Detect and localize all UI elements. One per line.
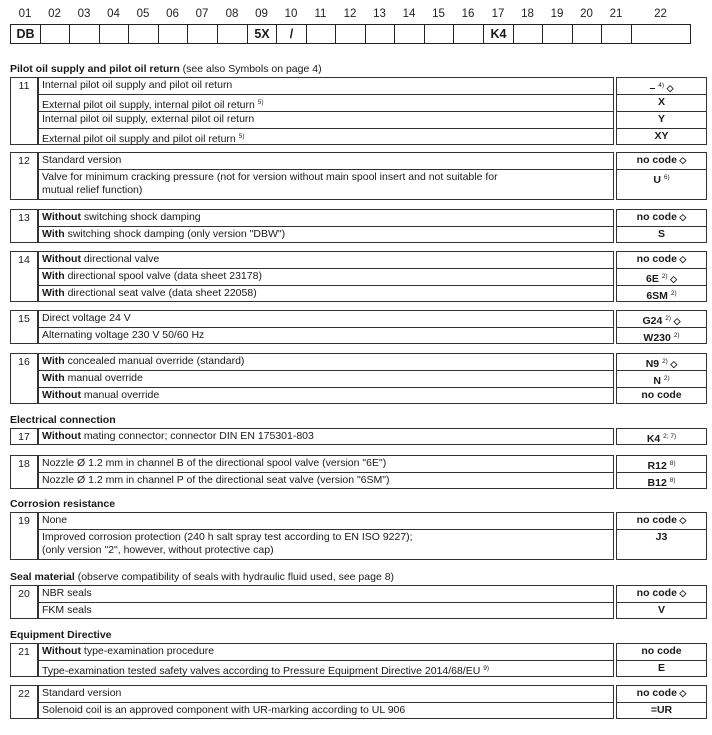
option-group-13: [10, 209, 707, 243]
group-number: 17: [10, 428, 38, 445]
code-value: J3: [655, 531, 668, 543]
column-number: 20: [580, 8, 593, 20]
option-text: directional valve: [80, 253, 160, 265]
option-text-line2: (only version "2", however, without protective cap): [42, 544, 274, 556]
option-text: mating connector; connector DIN EN 175301-803: [80, 430, 314, 442]
column-number: 22: [654, 8, 667, 20]
footnote-ref: 6): [663, 174, 670, 181]
option-group-18: [10, 455, 707, 489]
code-box: [631, 24, 691, 44]
footnote-ref: 8): [669, 460, 676, 467]
option-text: Type-examination tested safety valves according to Pressure Equipment Directive 2014/68/EU: [42, 665, 481, 677]
option-text-line2: mutual relief function): [42, 184, 143, 196]
code-value: no code: [636, 587, 677, 599]
option-description: [38, 77, 614, 95]
section-title-electrical: Electrical connection: [10, 414, 116, 426]
option-text: Solenoid coil is an approved component with UR-marking according to UL 906: [42, 704, 406, 716]
option-keyword: Without: [42, 430, 81, 442]
option-group-22: [10, 685, 707, 719]
option-group-21: [10, 643, 707, 677]
code-box: [513, 24, 543, 44]
option-text: concealed manual override (standard): [64, 355, 245, 367]
option-code: [616, 77, 707, 95]
column-number: 08: [225, 8, 239, 20]
option-code: [616, 268, 707, 286]
option-description: [38, 370, 614, 388]
group-number: 22: [10, 685, 38, 719]
footnote-ref: 2): [662, 358, 668, 365]
option-code: [616, 428, 707, 445]
option-code: [616, 327, 707, 344]
code-value: no code: [636, 514, 677, 526]
option-description: [38, 128, 614, 145]
column-number: 21: [609, 8, 623, 20]
group-number: 18: [10, 455, 38, 489]
code-box: DB: [10, 24, 41, 44]
column-number: 12: [343, 8, 357, 20]
code-value: XY: [654, 130, 669, 142]
option-description: [38, 111, 614, 129]
option-code: [616, 643, 707, 661]
footnote-ref: 8): [669, 477, 676, 484]
preferred-diamond-icon: ◇: [667, 359, 678, 369]
option-keyword: With: [42, 372, 65, 384]
option-description: [38, 152, 614, 170]
group-number: 12: [10, 152, 38, 200]
option-text: Direct voltage 24 V: [42, 312, 131, 324]
option-text: External pilot oil supply and pilot oil return: [42, 133, 236, 145]
option-keyword: Without: [42, 211, 81, 223]
option-code: [616, 602, 707, 619]
section-title-corrosion: Corrosion resistance: [10, 498, 116, 510]
code-value: –: [649, 82, 659, 94]
code-box: [69, 24, 100, 44]
option-code: [616, 455, 707, 473]
option-group-20: [10, 585, 707, 619]
footnote-ref: 2): [665, 315, 672, 322]
option-text: type-examination procedure: [80, 645, 215, 657]
footnote-ref: 2): [661, 273, 668, 280]
column-number: 10: [284, 8, 298, 20]
option-keyword: Without: [42, 389, 81, 401]
option-text: External pilot oil supply, internal pilot oil return: [42, 99, 255, 111]
option-description: [38, 251, 614, 269]
option-description: [38, 285, 614, 302]
option-code: [616, 685, 707, 703]
column-number: 01: [18, 8, 32, 20]
code-box: [335, 24, 366, 44]
option-text: Standard version: [42, 154, 122, 166]
code-box: [158, 24, 188, 44]
code-box: [306, 24, 336, 44]
option-description: [38, 387, 614, 404]
option-code: [616, 387, 707, 404]
code-box: [394, 24, 425, 44]
section-title-seal: Seal material (observe compatibility of seals with hydraulic fluid used, see page 8): [10, 571, 395, 583]
code-value: no code: [636, 211, 677, 223]
option-description: [38, 585, 614, 603]
code-value: B12: [647, 477, 670, 489]
option-description: [38, 310, 614, 328]
column-number: 11: [314, 8, 327, 20]
column-number: 09: [255, 8, 268, 20]
option-group-12: [10, 152, 707, 200]
option-text: Valve for minimum cracking pressure (not for version without main spool insert and not suitable for: [42, 171, 498, 183]
preferred-diamond-icon: ◇: [676, 212, 687, 222]
option-description: [38, 702, 614, 719]
code-box: [424, 24, 454, 44]
option-code: [616, 251, 707, 269]
group-number: 13: [10, 209, 38, 243]
code-value: no code: [641, 389, 682, 401]
option-description: [38, 169, 614, 200]
option-description: [38, 268, 614, 286]
option-text: switching shock damping (only version "DBW"): [64, 228, 286, 240]
code-value: K4: [646, 433, 664, 445]
column-number: 19: [550, 8, 564, 20]
group-number: 19: [10, 512, 38, 560]
option-text: Internal pilot oil supply, external pilot oil return: [42, 113, 255, 125]
code-box: [217, 24, 248, 44]
option-keyword: With: [42, 270, 65, 282]
column-number: 04: [107, 8, 120, 20]
column-number: 15: [432, 8, 445, 20]
column-number: 02: [48, 8, 61, 20]
option-text: manual override: [64, 372, 143, 384]
code-box: [187, 24, 218, 44]
column-number: 16: [461, 8, 475, 20]
footnote-ref: 2): [663, 375, 670, 382]
code-box: [542, 24, 573, 44]
option-code: [616, 128, 707, 145]
code-value: U: [653, 174, 664, 186]
option-keyword: Without: [42, 645, 81, 657]
option-code: [616, 702, 707, 719]
option-text: directional seat valve (data sheet 22058): [64, 287, 257, 299]
code-value: N: [653, 375, 664, 387]
option-text: switching shock damping: [80, 211, 201, 223]
group-number: 16: [10, 353, 38, 404]
group-number: 21: [10, 643, 38, 677]
preferred-diamond-icon: ◇: [676, 688, 687, 698]
preferred-diamond-icon: ◇: [676, 588, 687, 598]
code-value: 6E: [646, 273, 662, 285]
option-code: [616, 512, 707, 530]
footnote-ref: 5): [238, 133, 245, 140]
option-group-14: [10, 251, 707, 302]
column-number: 06: [166, 8, 179, 20]
group-number: 14: [10, 251, 38, 302]
option-code: [616, 111, 707, 129]
group-number: 20: [10, 585, 38, 619]
preferred-diamond-icon: ◇: [676, 515, 687, 525]
option-description: [38, 94, 614, 112]
option-code: [616, 226, 707, 243]
option-text: Internal pilot oil supply and pilot oil return: [42, 79, 233, 91]
code-box: [40, 24, 70, 44]
section-title-pilot: Pilot oil supply and pilot oil return (see also Symbols on page 4): [10, 63, 322, 75]
option-code: [616, 660, 707, 677]
code-box: [128, 24, 159, 44]
option-code: [616, 285, 707, 302]
option-text: NBR seals: [42, 587, 92, 599]
option-group-16: [10, 353, 707, 404]
option-text: Nozzle Ø 1.2 mm in channel B of the directional spool valve (version "6E"): [42, 457, 387, 469]
option-code: [616, 94, 707, 112]
option-description: [38, 226, 614, 243]
code-value: =UR: [650, 704, 673, 716]
preferred-diamond-icon: ◇: [667, 274, 677, 284]
footnote-ref: 2; 7): [663, 433, 677, 440]
option-code: [616, 169, 707, 200]
footnote-ref: 5): [257, 99, 264, 106]
preferred-diamond-icon: ◇: [664, 83, 674, 93]
column-number: 07: [195, 8, 209, 20]
code-value: Y: [657, 113, 665, 125]
preferred-diamond-icon: ◇: [676, 254, 687, 264]
group-number: 11: [10, 77, 38, 145]
option-description: [38, 529, 614, 560]
option-code: [616, 585, 707, 603]
option-text: manual override: [80, 389, 160, 401]
option-text: Standard version: [42, 687, 122, 699]
option-text: Alternating voltage 230 V 50/60 Hz: [42, 329, 205, 341]
code-box: [453, 24, 484, 44]
footnote-ref: 4): [658, 82, 665, 89]
option-keyword: With: [42, 355, 65, 367]
code-box: [365, 24, 395, 44]
code-value: no code: [636, 253, 677, 265]
code-value: no code: [636, 154, 677, 166]
column-number: 05: [136, 8, 150, 20]
option-group-17: [10, 428, 707, 445]
option-description: [38, 685, 614, 703]
column-number: 03: [77, 8, 91, 20]
option-description: [38, 472, 614, 489]
code-value: S: [657, 228, 665, 240]
column-number: 13: [373, 8, 386, 20]
footnote-ref: 2): [673, 332, 680, 339]
option-text: Improved corrosion protection (240 h salt spray test according to EN ISO 9227);: [42, 531, 413, 543]
code-box: /: [276, 24, 307, 44]
code-value: no code: [641, 645, 682, 657]
footnote-ref: 9): [483, 665, 490, 672]
option-description: [38, 643, 614, 661]
section-title-equipment: Equipment Directive: [10, 629, 112, 641]
code-value: W230: [643, 332, 674, 344]
option-code: [616, 472, 707, 489]
column-number: 17: [491, 8, 505, 20]
option-group-15: [10, 310, 707, 344]
code-box: [99, 24, 129, 44]
code-value: X: [657, 96, 665, 108]
option-keyword: With: [42, 287, 65, 299]
code-box: K4: [483, 24, 514, 44]
column-number: 18: [521, 8, 534, 20]
option-description: [38, 428, 614, 445]
code-value: no code: [636, 687, 677, 699]
preferred-diamond-icon: ◇: [676, 155, 687, 165]
column-number: 14: [402, 8, 416, 20]
option-description: [38, 602, 614, 619]
option-keyword: With: [42, 228, 65, 240]
option-description: [38, 353, 614, 371]
code-value: N9: [645, 358, 663, 370]
option-text: directional spool valve (data sheet 23178): [64, 270, 262, 282]
preferred-diamond-icon: ◇: [671, 316, 681, 326]
option-description: [38, 660, 614, 677]
code-value: V: [657, 604, 665, 616]
option-code: [616, 353, 707, 371]
option-code: [616, 370, 707, 388]
code-value: G24: [642, 315, 666, 327]
option-code: [616, 310, 707, 328]
code-value: 6SM: [646, 290, 671, 302]
option-code: [616, 152, 707, 170]
option-description: [38, 455, 614, 473]
footnote-ref: 2): [670, 290, 677, 297]
code-box: 5X: [247, 24, 277, 44]
option-code: [616, 529, 707, 560]
code-value: R12: [647, 460, 670, 472]
group-number: 15: [10, 310, 38, 344]
code-box: [572, 24, 602, 44]
code-value: E: [657, 662, 665, 674]
option-group-19: [10, 512, 707, 560]
option-text: FKM seals: [42, 604, 92, 616]
code-box: [601, 24, 632, 44]
option-description: [38, 327, 614, 344]
option-text: Nozzle Ø 1.2 mm in channel P of the directional seat valve (version "6SM"): [42, 474, 390, 486]
option-keyword: Without: [42, 253, 81, 265]
option-text: None: [42, 514, 68, 526]
option-group-11: [10, 77, 707, 145]
option-description: [38, 209, 614, 227]
option-description: [38, 512, 614, 530]
option-code: [616, 209, 707, 227]
